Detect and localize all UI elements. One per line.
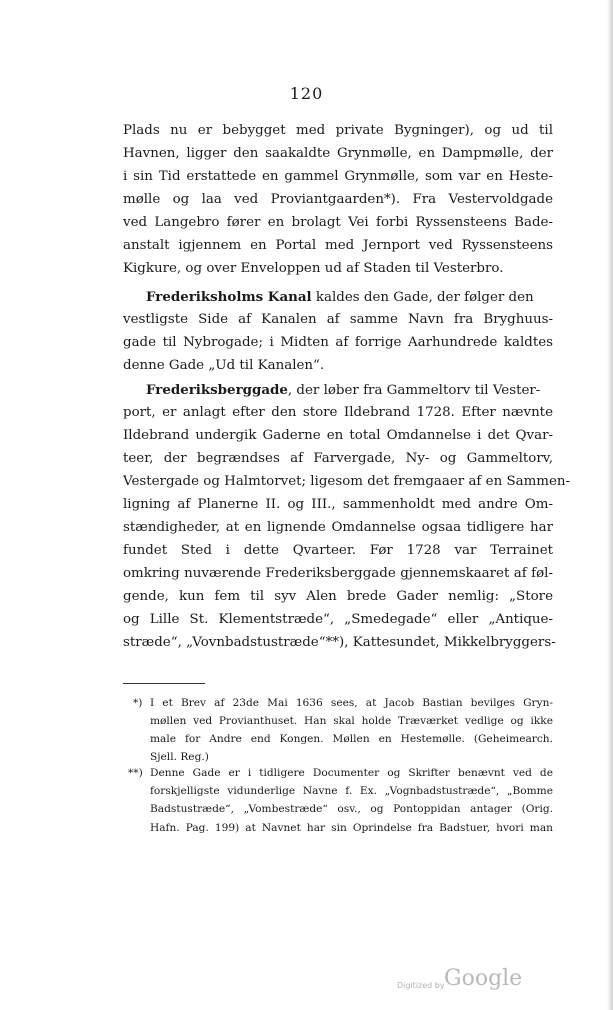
footnote-line: I et Brev af 23de Mai 1636 sees, at Jacob Bastian bevilges Gryn- — [150, 697, 553, 709]
text-line: denne Gade „Ud til Kanalen“. — [123, 358, 325, 373]
watermark-small-text: Digitized by — [397, 981, 445, 990]
footnote-line: Hafn. Pag. 199) at Navnet har sin Oprindelse fra Badstuer, hvori man — [150, 822, 553, 834]
footnote-mark: **) — [128, 767, 143, 779]
text-line: mølle og laa ved Proviantgaarden*). Fra Vestervoldgade — [123, 192, 553, 207]
text-line: teer, der begrændses af Farvergade, Ny- og Gammeltorv, — [123, 451, 553, 466]
text-line: gende, kun fem til syv Alen brede Gader nemlig: „Store — [123, 589, 553, 604]
footnote-line: forskjelligste vidunderlige Navne f. Ex. „Vognbadstustræde“, „Bomme — [150, 785, 553, 797]
footnote-line: Sjell. Reg.) — [150, 751, 209, 763]
text-line: vestligste Side af Kanalen af samme Navn fra Bryghuus- — [123, 312, 553, 327]
text-line: anstalt igjennem en Portal med Jernport ved Ryssensteens — [123, 238, 553, 253]
page-edge-shadow — [607, 0, 613, 1010]
paragraph-first-line — [146, 289, 553, 307]
text-line: port, er anlagt efter den store Ildebrand 1728. Efter nævnte — [123, 405, 553, 420]
footnote-line: Badstustræde“, „Vombestræde“ osv., og Pontoppidan antager (Orig. — [150, 803, 553, 815]
digitized-watermark — [397, 966, 527, 996]
text-line: Kigkure, og over Enveloppen ud af Staden til Vesterbro. — [123, 261, 504, 276]
text-line: Havnen, ligger den saakaldte Grynmølle, en Dampmølle, der — [123, 146, 553, 161]
page-number: 120 — [289, 84, 324, 103]
text-run: , der løber fra Gammeltorv til Vester- — [287, 383, 541, 398]
footnote-line: Denne Gade er i tidligere Documenter og Skrifter benævnt ved de — [150, 767, 553, 779]
text-line: i sin Tid erstattede en gammel Grynmølle, som var en Heste- — [123, 169, 553, 184]
footnote-divider — [123, 683, 205, 684]
street-name-heading: Frederiksholms Kanal — [146, 289, 312, 305]
text-line: Ildebrand undergik Gaderne en total Omdannelse i det Qvar- — [123, 428, 553, 443]
text-line: fundet Sted i dette Qvarteer. Før 1728 var Terrainet — [123, 543, 553, 558]
text-line: stræde“, „Vovnbadstustræde“**), Kattesundet, Mikkelbryggers- — [123, 635, 556, 650]
text-line: ligning af Planerne II. og III., sammenholdt med andre Om- — [123, 497, 553, 512]
footnote-line: møllen ved Provianthuset. Han skal holde Træværket vedlige og ikke — [150, 715, 553, 727]
text-line: omkring nuværende Frederiksberggade gjennemskaaret af føl- — [123, 566, 553, 581]
paragraph-first-line — [146, 382, 553, 400]
footnote-line: male for Andre end Kongen. Møllen en Hestemølle. (Geheimearch. — [150, 733, 553, 745]
text-line: Vestergade og Halmtorvet; ligesom det fremgaaer af en Sammen- — [123, 474, 571, 489]
text-line: Plads nu er bebygget med private Bygninger), og ud til — [123, 123, 553, 138]
text-line: ved Langebro fører en brolagt Vei forbi Ryssensteens Bade- — [123, 215, 553, 230]
text-line: stændigheder, at en lignende Omdannelse ogsaa tidligere har — [123, 520, 553, 535]
text-line: og Lille St. Klementstræde“, „Smedegade“ eller „Antique- — [123, 612, 553, 627]
footnote-mark: *) — [133, 697, 143, 709]
text-line: gade til Nybrogade; i Midten af forrige Aarhundrede kaldtes — [123, 335, 553, 350]
google-logo: Google — [444, 966, 523, 991]
text-run: kaldes den Gade, der følger den — [311, 290, 534, 305]
street-name-heading: Frederiksberggade — [146, 382, 288, 398]
